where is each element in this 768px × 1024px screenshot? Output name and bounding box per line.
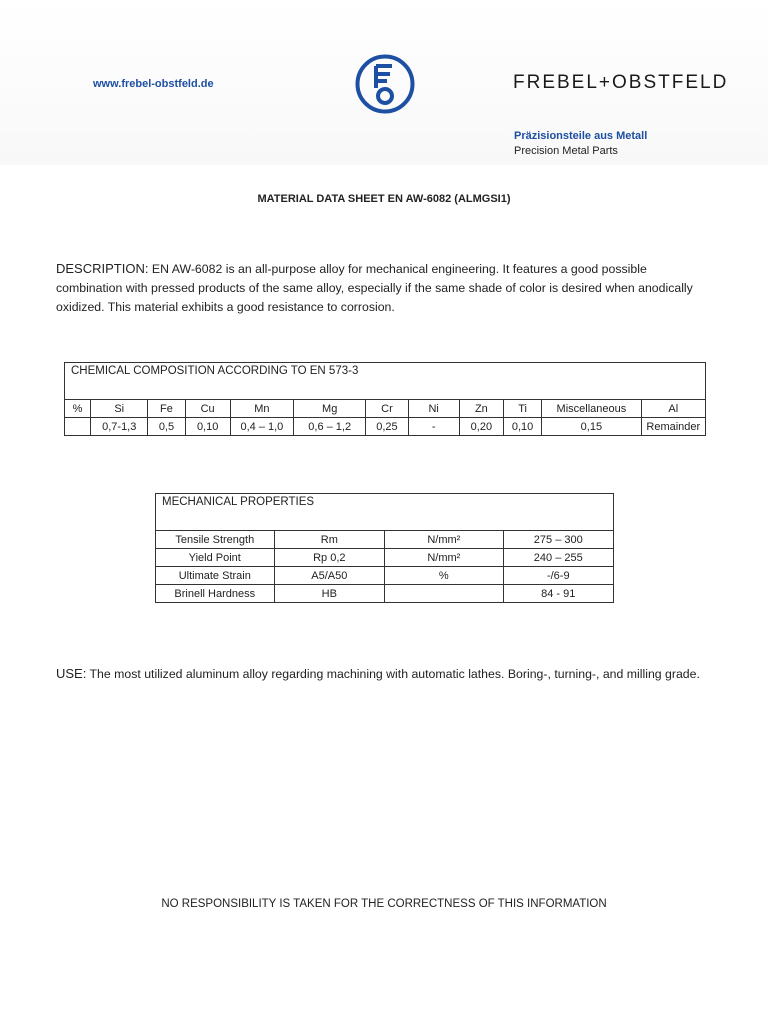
disclaimer: NO RESPONSIBILITY IS TAKEN FOR THE CORRECTNESS OF THIS INFORMATION [161, 898, 607, 910]
chemical-value-row [65, 418, 706, 436]
table-row [156, 549, 614, 567]
chem-value-cell: 0,5 [148, 418, 185, 436]
fo-monogram-icon [354, 54, 416, 114]
chem-header-cell: Cu [185, 400, 230, 418]
chem-value-cell: 0,4 – 1,0 [230, 418, 293, 436]
chemical-composition-table [64, 362, 706, 436]
property-name: Ultimate Strain [156, 567, 275, 585]
chem-value-cell: 0,20 [459, 418, 503, 436]
chem-header-cell: Miscellaneous [542, 400, 641, 418]
property-symbol: HB [274, 585, 385, 603]
document-title: MATERIAL DATA SHEET EN AW-6082 (ALMGSI1) [257, 193, 511, 205]
property-unit: N/mm² [385, 531, 503, 549]
brand-name: FREBEL+OBSTFELD [513, 72, 729, 93]
chem-header-cell: Si [91, 400, 148, 418]
property-name: Brinell Hardness [156, 585, 275, 603]
chem-header-cell: Ti [503, 400, 541, 418]
property-unit [385, 585, 503, 603]
use-label: USE: [56, 666, 87, 681]
use-text: The most utilized aluminum alloy regarding machining with automatic lathes. Boring-, turning-, and milling grade. [89, 667, 700, 681]
property-value: 84 - 91 [503, 585, 613, 603]
chem-header-cell: Zn [459, 400, 503, 418]
chem-value-cell: Remainder [641, 418, 705, 436]
chem-header-cell: Mn [230, 400, 293, 418]
chem-header-cell: % [65, 400, 91, 418]
chem-value-cell: - [408, 418, 459, 436]
chem-header-cell: Cr [366, 400, 408, 418]
property-unit: N/mm² [385, 549, 503, 567]
table-row [156, 531, 614, 549]
property-value: -/6-9 [503, 567, 613, 585]
property-name: Yield Point [156, 549, 275, 567]
property-value: 240 – 255 [503, 549, 613, 567]
description-paragraph [56, 259, 716, 317]
chem-value-cell: 0,25 [366, 418, 408, 436]
chemical-header-row [65, 400, 706, 418]
chemical-table-title: CHEMICAL COMPOSITION ACCORDING TO EN 573-3 [65, 363, 706, 400]
property-symbol: Rp 0,2 [274, 549, 385, 567]
chem-header-cell: Mg [294, 400, 366, 418]
property-value: 275 – 300 [503, 531, 613, 549]
chem-value-cell: 0,10 [185, 418, 230, 436]
tagline-german: Präzisionsteile aus Metall [514, 130, 648, 142]
property-unit: % [385, 567, 503, 585]
chem-value-cell: 0,10 [503, 418, 541, 436]
property-symbol: Rm [274, 531, 385, 549]
property-name: Tensile Strength [156, 531, 275, 549]
use-paragraph [56, 666, 756, 681]
chem-header-cell: Ni [408, 400, 459, 418]
website-link[interactable]: www.frebel-obstfeld.de [93, 78, 214, 90]
description-text: EN AW-6082 is an all-purpose alloy for mechanical engineering. It features a good possible combination with pressed products of the same alloy, especially if the same shade of color is desired when anodically oxidized. This material exhibits a good resistance to corrosion. [56, 262, 693, 314]
chem-header-cell: Fe [148, 400, 185, 418]
description-label: DESCRIPTION: [56, 261, 149, 276]
chem-value-cell [65, 418, 91, 436]
mechanical-table-title: MECHANICAL PROPERTIES [156, 494, 614, 531]
mechanical-properties-table [155, 493, 614, 603]
chem-value-cell: 0,6 – 1,2 [294, 418, 366, 436]
chem-header-cell: Al [641, 400, 705, 418]
table-row [156, 567, 614, 585]
chem-value-cell: 0,7-1,3 [91, 418, 148, 436]
tagline-english: Precision Metal Parts [514, 145, 618, 157]
chem-value-cell: 0,15 [542, 418, 641, 436]
property-symbol: A5/A50 [274, 567, 385, 585]
table-row [156, 585, 614, 603]
